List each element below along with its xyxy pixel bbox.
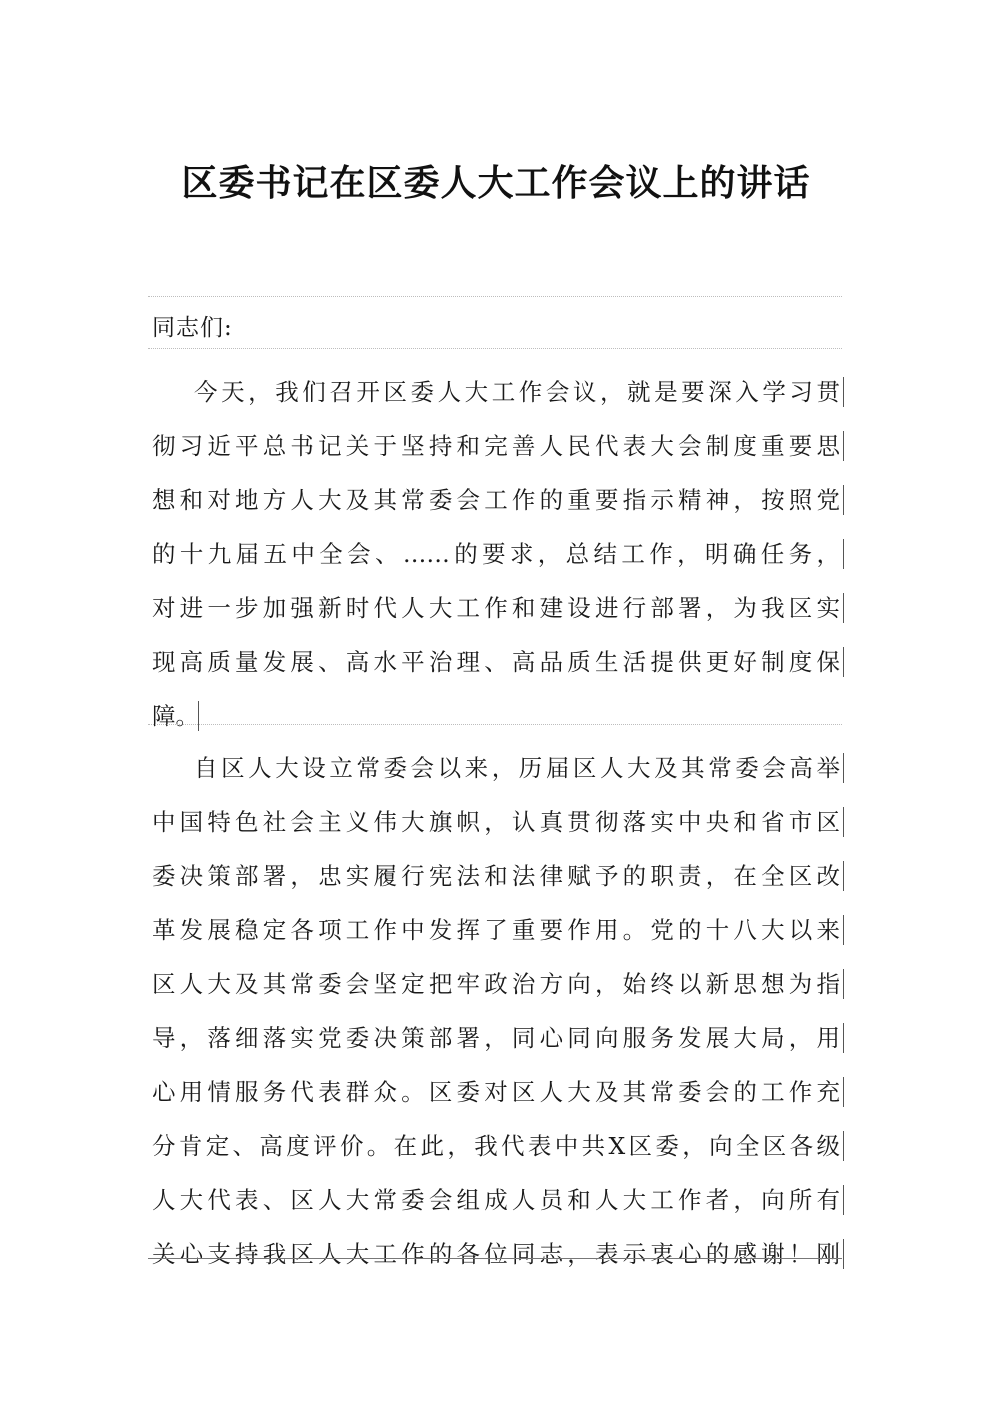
divider-top: [148, 296, 842, 297]
paragraph-line: 中国特色社会主义伟大旗帜，认真贯彻落实中央和省市区: [152, 795, 842, 849]
page-bottom-rule: [148, 1258, 842, 1259]
paragraph-line-text: 障。: [152, 702, 199, 730]
paragraph-line: 委决策部署，忠实履行宪法和法律赋予的职责，在全区改: [152, 849, 842, 903]
paragraph-line: 今天，我们召开区委人大工作会议，就是要深入学习贯: [152, 365, 842, 419]
divider-salutation: [148, 348, 842, 349]
divider-paragraph: [148, 724, 842, 725]
paragraph-line: 关心支持我区人大工作的各位同志，表示衷心的感谢！刚: [152, 1227, 842, 1281]
paragraph-line: 现高质量发展、高水平治理、高品质生活提供更好制度保: [152, 635, 842, 689]
paragraph-line: 对进一步加强新时代人大工作和建设进行部署，为我区实: [152, 581, 842, 635]
paragraph-line: 区人大及其常委会坚定把牢政治方向，始终以新思想为指: [152, 957, 842, 1011]
paragraph-line: 彻习近平总书记关于坚持和完善人民代表大会制度重要思: [152, 419, 842, 473]
paragraph-line: 自区人大设立常委会以来，历届区人大及其常委会高举: [152, 741, 842, 795]
paragraph-line: 想和对地方人大及其常委会工作的重要指示精神，按照党: [152, 473, 842, 527]
paragraph-line: 革发展稳定各项工作中发挥了重要作用。党的十八大以来: [152, 903, 842, 957]
paragraph-line: [152, 689, 842, 743]
paragraph-line: 人大代表、区人大常委会组成人员和人大工作者，向所有: [152, 1173, 842, 1227]
document-title: 区委书记在区委人大工作会议上的讲话: [181, 162, 811, 204]
paragraph-line: 分肯定、高度评价。在此，我代表中共X区委，向全区各级: [152, 1119, 842, 1173]
paragraph-2: [152, 741, 842, 1281]
paragraph-line: 的十九届五中全会、……的要求，总结工作，明确任务，: [152, 527, 842, 581]
paragraph-line: 导，落细落实党委决策部署，同心同向服务发展大局，用: [152, 1011, 842, 1065]
salutation: 同志们:: [152, 315, 233, 341]
paragraph-1: [152, 365, 842, 743]
paragraph-end-marker: [198, 701, 199, 731]
paragraph-line: 心用情服务代表群众。区委对区人大及其常委会的工作充: [152, 1065, 842, 1119]
